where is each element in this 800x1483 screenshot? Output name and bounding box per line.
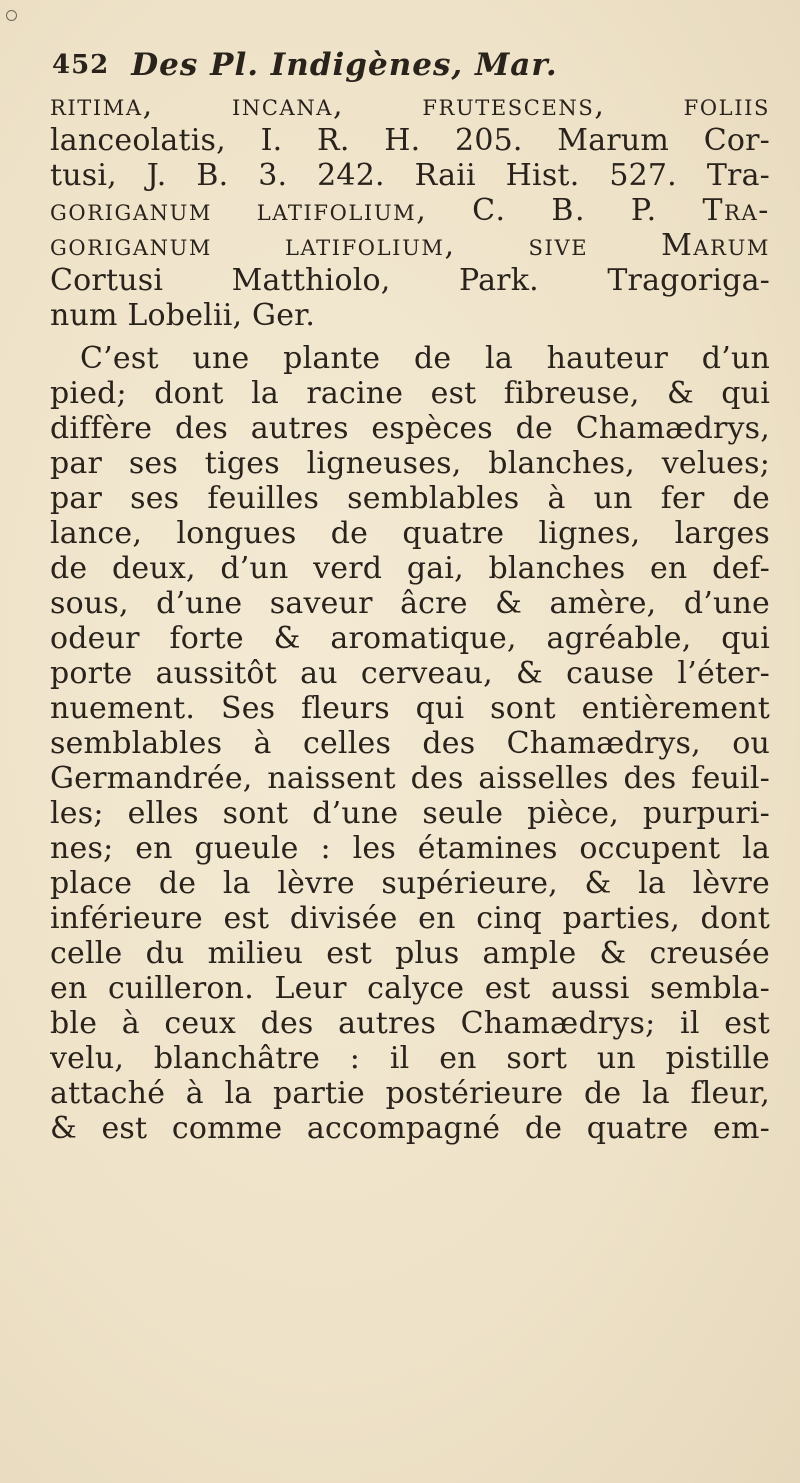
text-line: les; elles sont d’une seule pièce, purpuri- [50,796,770,831]
text-line: Germandrée, naissent des aisselles des feuil- [50,761,770,796]
text-line: tusi, J. B. 3. 242. Raii Hist. 527. Tra- [50,158,770,193]
text-line: inférieure est divisée en cinq parties, dont [50,901,770,936]
text-line: semblables à celles des Chamædrys, ou [50,726,770,761]
text-line: de deux, d’un verd gai, blanches en def- [50,551,770,586]
text-line: attaché à la partie postérieure de la fleur, [50,1076,770,1111]
text-line: diffère des autres espèces de Chamædrys, [50,411,770,446]
text-line: & est comme accompagné de quatre em- [50,1111,770,1146]
text-line: goriganum latifolium, C. B. P. Tra- [50,193,770,228]
text-line: place de la lèvre supérieure, & la lèvre [50,866,770,901]
text-line: Cortusi Matthiolo, Park. Tragoriga- [50,263,770,298]
text-line: ble à ceux des autres Chamædrys; il est [50,1006,770,1041]
running-title: Des Pl. Indigènes, Mar. [131,47,558,83]
text-line: porte aussitôt au cerveau, & cause l’éter- [50,656,770,691]
text-line: celle du milieu est plus ample & creusée [50,936,770,971]
page-number: 452 [52,50,110,80]
text-line: nuement. Ses fleurs qui sont entièrement [50,691,770,726]
text-line: ritima, incana, frutescens, foliis [50,88,770,123]
text-line: sous, d’une saveur âcre & amère, d’une [50,586,770,621]
text-line: par ses tiges ligneuses, blanches, velues; [50,446,770,481]
paragraph-first-line: C’est une plante de la hauteur d’un [80,341,770,376]
text-line: goriganum latifolium, sive Marum [50,228,770,263]
body-text [50,88,770,1146]
text-line: en cuilleron. Leur calyce est aussi sembla- [50,971,770,1006]
text-line: lanceolatis, I. R. H. 205. Marum Cor- [50,123,770,158]
text-line: pied; dont la racine est fibreuse, & qui [50,376,770,411]
text-line: odeur forte & aromatique, agréable, qui [50,621,770,656]
text-line: par ses feuilles semblables à un fer de [50,481,770,516]
text-line: velu, blanchâtre : il en sort un pistille [50,1041,770,1076]
text-line: lance, longues de quatre lignes, larges [50,516,770,551]
corner-ring-mark [6,10,17,21]
text-line: nes; en gueule : les étamines occupent la [50,831,770,866]
running-header [52,40,772,90]
text-line: num Lobelii, Ger. [50,298,316,333]
